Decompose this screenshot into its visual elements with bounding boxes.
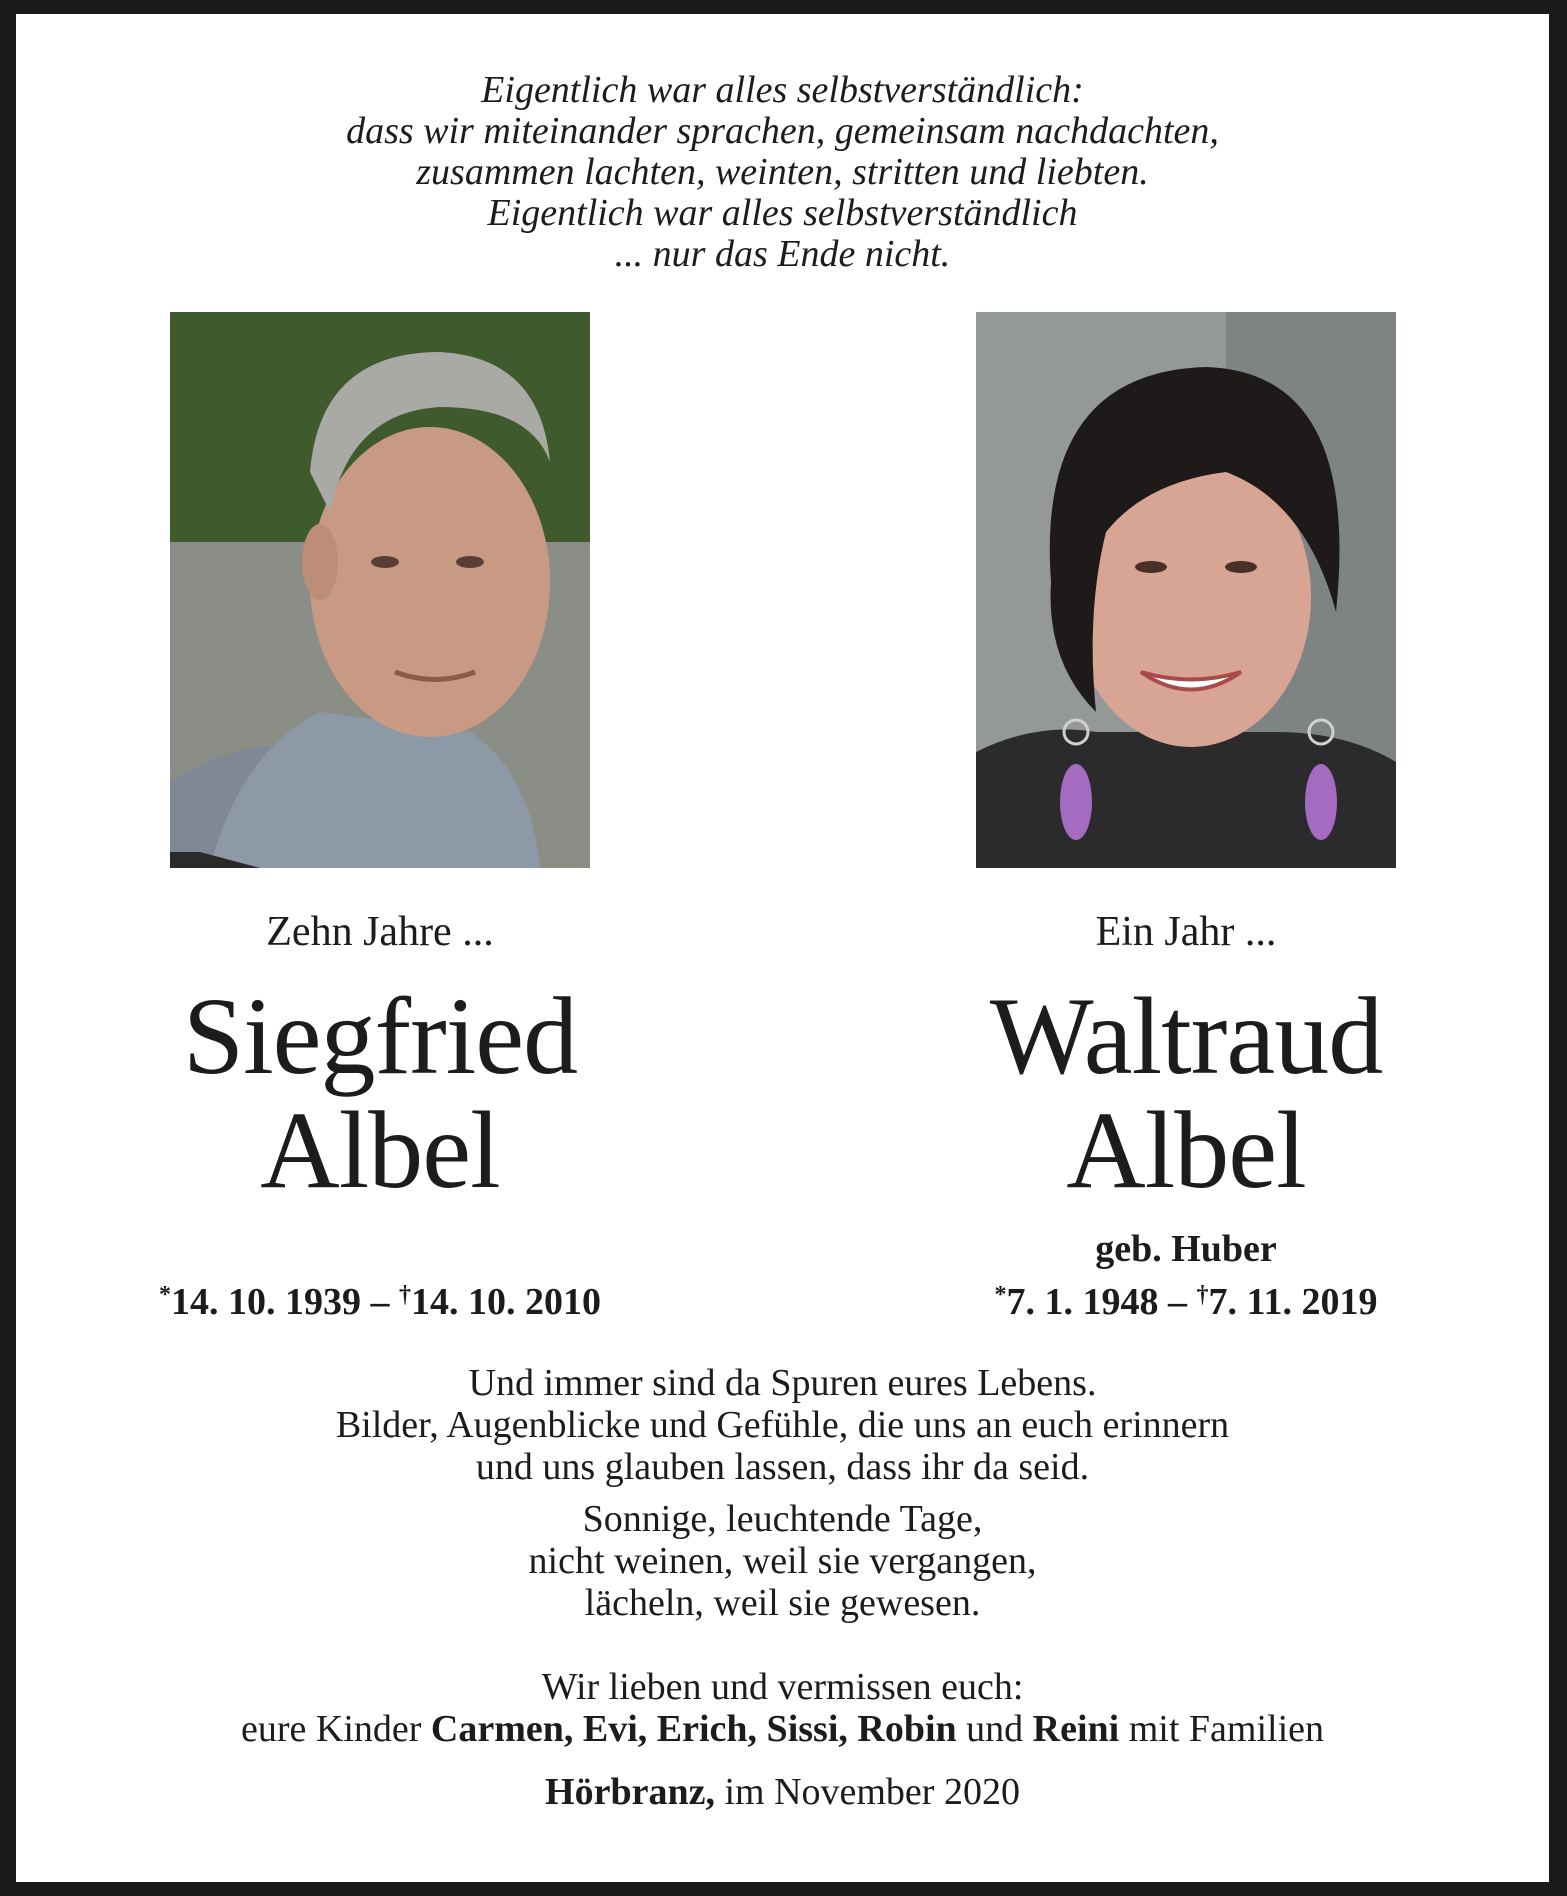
first-name: Waltraud <box>989 975 1383 1097</box>
last-name: Albel <box>260 1089 500 1211</box>
place-date <box>16 1771 1549 1813</box>
children-suffix: mit Familien <box>1119 1708 1324 1750</box>
verse-line: lächeln, weil sie gewesen. <box>584 1582 981 1624</box>
verse-line: Und immer sind da Spuren eures Lebens. <box>468 1362 1097 1404</box>
poem-line: ... nur das Ende nicht. <box>614 233 951 275</box>
obituary-page <box>16 14 1549 1882</box>
born-symbol: * <box>994 1282 1007 1308</box>
poem-line: zusammen lachten, weinten, stritten und liebten. <box>416 151 1149 193</box>
children-last-name: Reini <box>1032 1708 1120 1750</box>
death-date: 7. 11. 2019 <box>1208 1281 1378 1323</box>
children-line <box>16 1708 1549 1750</box>
years-label-right: Ein Jahr ... <box>1095 909 1277 955</box>
closing-signature <box>16 1666 1549 1750</box>
birth-date: 7. 1. 1948 <box>1006 1281 1159 1323</box>
died-symbol: † <box>399 1282 411 1308</box>
children-prefix: eure Kinder <box>241 1708 431 1750</box>
date-dash: – <box>361 1281 399 1323</box>
children-and: und <box>956 1708 1033 1750</box>
years-label-left: Zehn Jahre ... <box>266 909 494 955</box>
maiden-name: geb. Huber <box>1095 1228 1277 1270</box>
died-symbol: † <box>1196 1282 1209 1308</box>
notice-date: im November 2020 <box>714 1771 1020 1813</box>
birth-date: 14. 10. 1939 <box>171 1281 361 1323</box>
portrait-siegfried <box>170 312 590 868</box>
last-name: Albel <box>1066 1089 1306 1211</box>
verse-line: nicht weinen, weil sie vergangen, <box>528 1540 1037 1582</box>
poem-line: dass wir miteinander sprachen, gemeinsam nachdachten, <box>346 110 1219 152</box>
verse-line: und uns glauben lassen, dass ihr da seid. <box>475 1446 1090 1488</box>
children-names: Carmen, Evi, Erich, Sissi, Robin <box>430 1708 957 1750</box>
date-dash: – <box>1158 1281 1197 1323</box>
first-name: Siegfried <box>182 975 578 1097</box>
life-dates-right <box>886 1273 1486 1324</box>
town: Hörbranz, <box>545 1771 715 1813</box>
poem-line: Eigentlich war alles selbstverständlich <box>487 192 1078 234</box>
born-symbol: * <box>159 1282 171 1308</box>
deceased-name-siegfried <box>80 975 680 1211</box>
verse-two <box>16 1498 1549 1624</box>
deceased-name-waltraud <box>886 975 1486 1211</box>
verse-line: Sonnige, leuchtende Tage, <box>582 1498 983 1540</box>
life-dates-left <box>80 1273 680 1324</box>
death-date: 14. 10. 2010 <box>411 1281 601 1323</box>
closing-line: Wir lieben und vermissen euch: <box>541 1666 1024 1708</box>
portrait-waltraud <box>976 312 1396 868</box>
opening-poem <box>16 70 1549 275</box>
poem-line: Eigentlich war alles selbstverständlich: <box>481 69 1084 111</box>
verse-line: Bilder, Augenblicke und Gefühle, die uns an euch erinnern <box>335 1404 1230 1446</box>
verse-one <box>16 1362 1549 1488</box>
